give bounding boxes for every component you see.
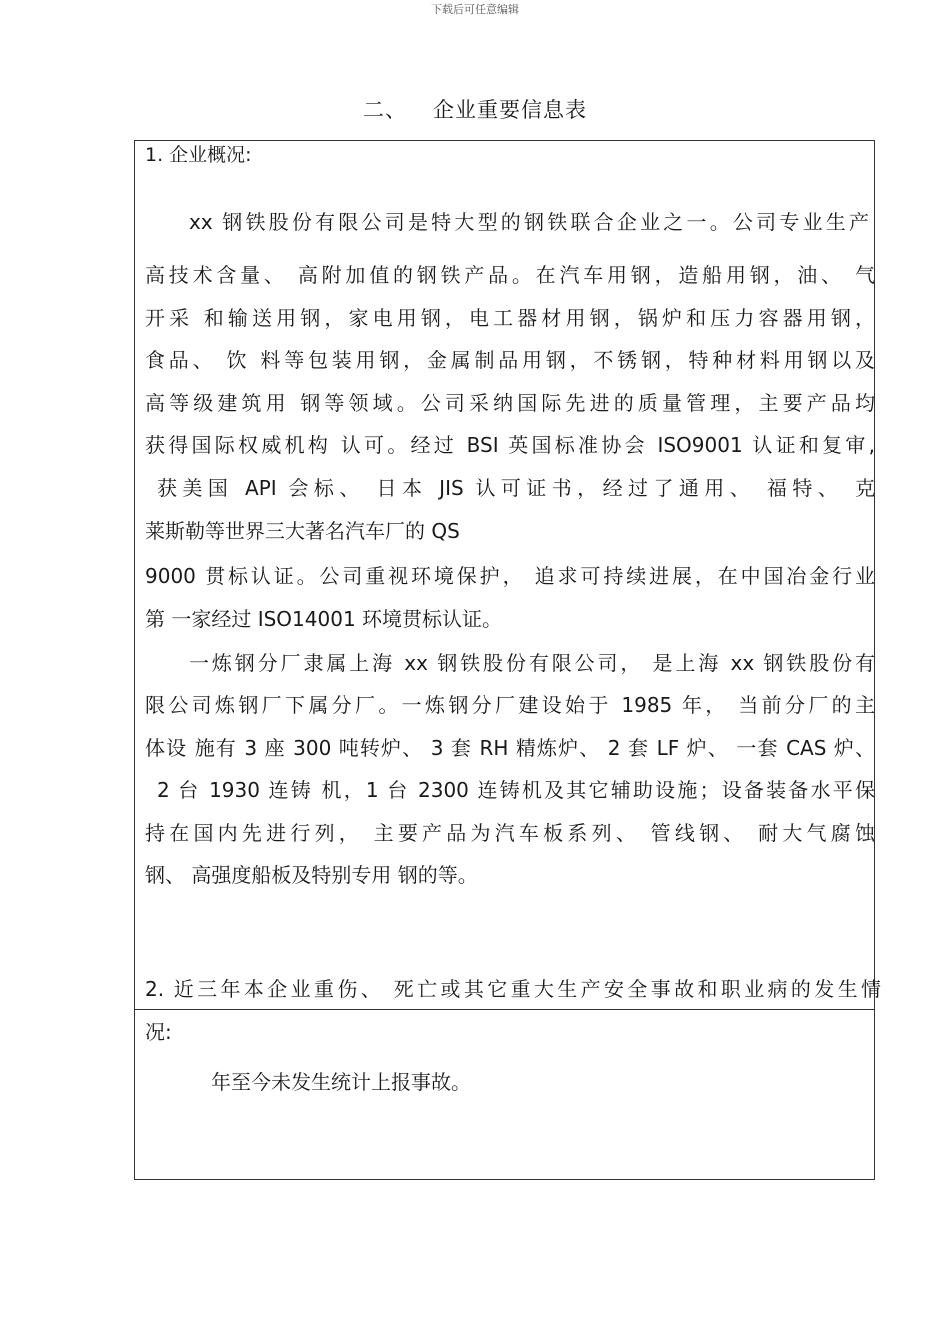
paragraph-line: xx 钢铁股份有限公司是特大型的钢铁联合企业之一。公司专业生产 <box>189 210 869 234</box>
paragraph-line: 食品、 饮 料等包装用钢，金属制品用钢，不锈钢，特种材料用钢以及 <box>145 348 875 372</box>
paragraph-line: 莱斯勒等世界三大著名汽车厂的 QS <box>145 519 460 543</box>
paragraph-line: 高等级建筑用 钢等领域。公司采纳国际先进的质量管理，主要产品均 <box>145 391 875 415</box>
section2-heading: 2. 近三年本企业重伤、 死亡或其它重大生产安全事故和职业病的发生情 <box>145 977 881 1001</box>
paragraph-line: 2 台 1930 连铸 机，1 台 2300 连铸机及其它辅助设施；设备装备水平保 <box>157 778 875 802</box>
paragraph-line: 钢、 高强度船板及特别专用 钢的等。 <box>145 863 478 887</box>
paragraph-line: 持在国内先进行列， 主要产品为汽车板系列、 管线钢、 耐大气腐蚀 <box>145 821 875 845</box>
title-text: 企业重要信息表 <box>433 98 587 122</box>
paragraph-line: 高技术含量、 高附加值的钢铁产品。在汽车用钢，造船用钢，油、 气 <box>145 263 875 287</box>
paragraph-line: 体设 施有 3 座 300 吨转炉、 3 套 RH 精炼炉、 2 套 LF 炉、 一套 CAS 炉、 <box>145 736 875 760</box>
paragraph-line: 限公司炼钢厂下属分厂。一炼钢分厂建设始于 1985 年， 当前分厂的主 <box>145 693 875 717</box>
paragraph-line: 开采 和输送用钢，家电用钢，电工器材用钢，锅炉和压力容器用钢， <box>145 306 875 330</box>
paragraph-line: 一炼钢分厂隶属上海 xx 钢铁股份有限公司， 是上海 xx 钢铁股份有 <box>189 651 875 675</box>
section2-heading-cont: 况: <box>145 1020 172 1044</box>
title-number: 二、 <box>363 98 407 122</box>
section2-content: 年至今未发生统计上报事故。 <box>211 1070 471 1094</box>
paragraph-line: 获美国 API 会标、 日本 JIS 认可证书，经过了通用、 福特、 克 <box>157 476 875 500</box>
table-divider <box>134 1009 875 1010</box>
paragraph-line: 获得国际权威机构 认可。经过 BSI 英国标准协会 ISO9001 认证和复审, <box>145 433 875 457</box>
header-note: 下载后可任意编辑 <box>431 3 519 16</box>
paragraph-line: 9000 贯标认证。公司重视环境保护， 追求可持续进展，在中国冶金行业 <box>145 564 875 588</box>
page-title <box>0 94 950 124</box>
paragraph-line: 第 一家经过 ISO14001 环境贯标认证。 <box>145 607 503 631</box>
section1-heading: 1. 企业概况: <box>145 144 252 166</box>
